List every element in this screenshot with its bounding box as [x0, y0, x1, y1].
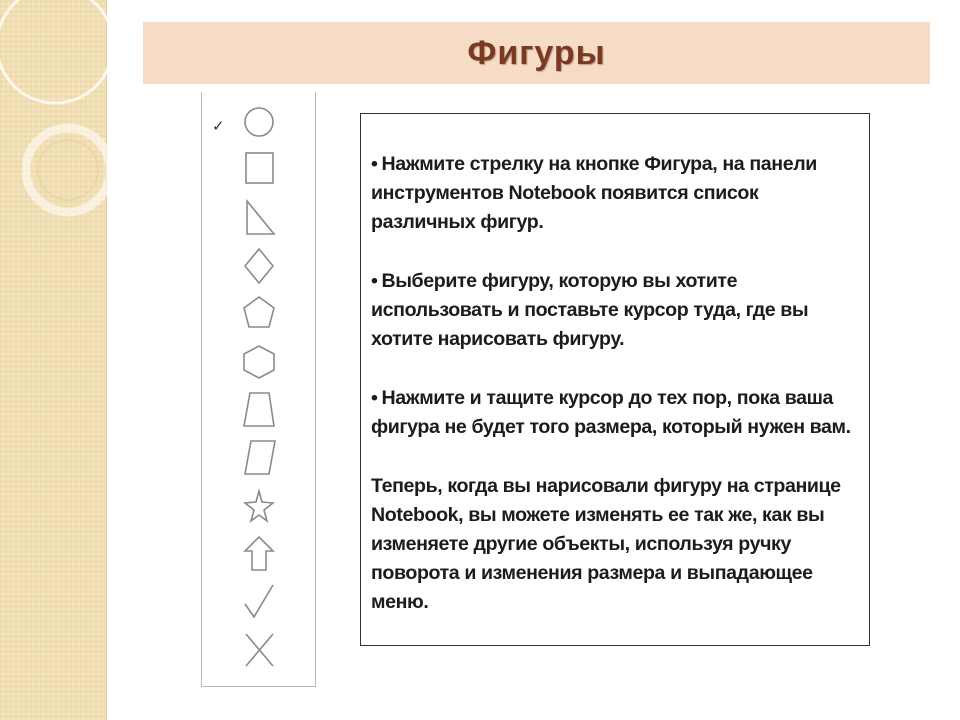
square-shape-item[interactable]: [236, 148, 284, 188]
star-shape-item[interactable]: [236, 485, 284, 529]
checkmark-shape-item[interactable]: [236, 580, 284, 624]
arrow-shape-item[interactable]: [236, 532, 284, 576]
cross-shape-item[interactable]: [236, 628, 284, 672]
circle-shape-item[interactable]: [236, 100, 284, 144]
parallelogram-shape-item[interactable]: [236, 436, 284, 480]
trapezoid-shape-item[interactable]: [236, 388, 284, 432]
selected-checkmark-icon: ✓: [212, 117, 225, 135]
closing-note: Теперь, когда вы нарисовали фигуру на странице Notebook, вы можете изменять ее так же, как вы изменяете другие объекты, используя ручку поворота и изменения размера и выпадающее меню.: [371, 475, 841, 613]
shape-dropdown-menu: [201, 92, 316, 687]
instructions-text: [371, 150, 866, 617]
triangle-shape-item[interactable]: [236, 195, 284, 239]
hexagon-shape-item[interactable]: [236, 340, 284, 384]
step-1: • Нажмите стрелку на кнопке Фигура, на панели инструментов Notebook появится список различных фигур.: [371, 153, 817, 233]
decorative-rings: [0, 0, 160, 280]
pentagon-shape-item[interactable]: [236, 292, 284, 336]
instructions-box: [360, 113, 870, 646]
step-2: • Выберите фигуру, которую вы хотите использовать и поставьте курсор туда, где вы хотите нарисовать фигуру.: [371, 270, 809, 350]
step-3: • Нажмите и тащите курсор до тех пор, пока ваша фигура не будет того размера, который нужен вам.: [371, 387, 851, 438]
title-bar: [143, 22, 930, 84]
diamond-shape-item[interactable]: [236, 245, 284, 289]
slide-title: Фигуры: [467, 34, 606, 72]
